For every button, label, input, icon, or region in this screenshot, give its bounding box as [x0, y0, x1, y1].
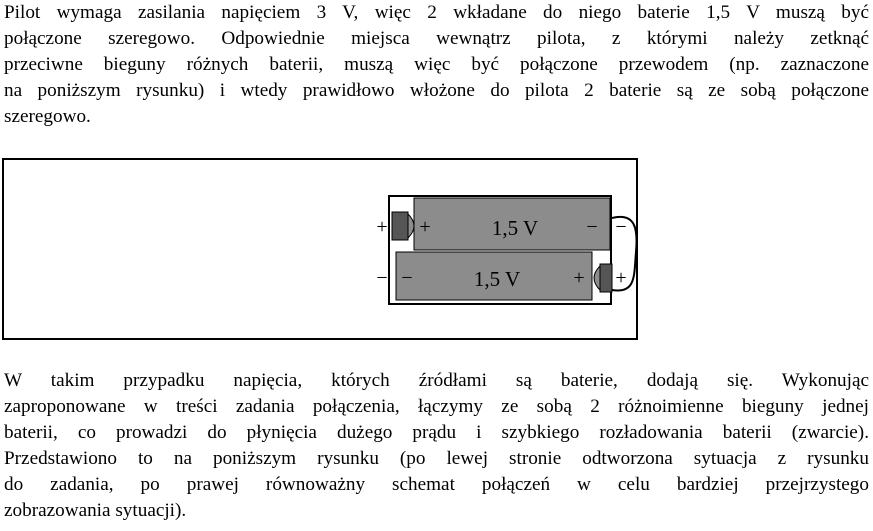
- battery-bottom-label: 1,5 V: [473, 267, 521, 291]
- intro-line: połączone szeregowo. Odpowiednie miejsca wewnątrz pilota, z którymi należy zetknąć: [4, 28, 869, 49]
- battery-top-outer-right-sign: −: [615, 216, 627, 238]
- battery-bottom-outer-right-sign: +: [615, 267, 627, 289]
- battery-top-terminal: [392, 212, 408, 240]
- explanation-paragraph: [4, 368, 869, 524]
- explanation-line: baterii, co prowadzi do płynięcia dużego prądu i szybkiego rozładowania baterii (zwarcie).: [4, 422, 869, 443]
- battery-top-left-terminal: +: [419, 216, 431, 238]
- battery-bottom-terminal: [600, 264, 612, 292]
- battery-top-outer-left-sign: +: [376, 216, 388, 238]
- intro-line: przeciwne bieguny różnych baterii, muszą więc być połączone przewodem (np. zaznaczone: [4, 54, 869, 75]
- explanation-line: do zadania, po prawej równoważny schemat połączeń w celu bardziej przejrzystego: [4, 474, 869, 495]
- intro-line: na poniższym rysunku) i wtedy prawidłowo włożone do pilota 2 baterie są ze sobą połączone: [4, 80, 869, 101]
- explanation-line: Przedstawiono to na poniższym rysunku (po lewej stronie odtworzona sytuacja z rysunku: [4, 448, 869, 469]
- explanation-line: zobrazowania sytuacji).: [4, 500, 187, 521]
- intro-paragraph: [4, 0, 869, 130]
- battery-diagram: [4, 160, 636, 338]
- battery-bottom-right-terminal: +: [573, 267, 585, 289]
- battery-top-nub: [408, 214, 414, 238]
- battery-bottom-outer-left-sign: −: [376, 267, 388, 289]
- battery-figure: [2, 158, 638, 340]
- battery-top-right-terminal: −: [586, 216, 598, 238]
- battery-bottom: [376, 252, 626, 300]
- explanation-line: W takim przypadku napięcia, których źródłami są baterie, dodają się. Wykonując: [4, 370, 869, 391]
- intro-line: szeregowo.: [4, 106, 91, 127]
- explanation-line: zaproponowane w treści zadania połączenia, łączymy ze sobą 2 różnoimienne bieguny jednej: [4, 396, 869, 417]
- battery-bottom-left-terminal: −: [401, 267, 413, 289]
- battery-bottom-nub: [594, 266, 600, 290]
- battery-top: [376, 198, 626, 250]
- battery-top-label: 1,5 V: [491, 216, 539, 240]
- intro-line: Pilot wymaga zasilania napięciem 3 V, więc 2 wkładane do niego baterie 1,5 V muszą być: [4, 2, 869, 23]
